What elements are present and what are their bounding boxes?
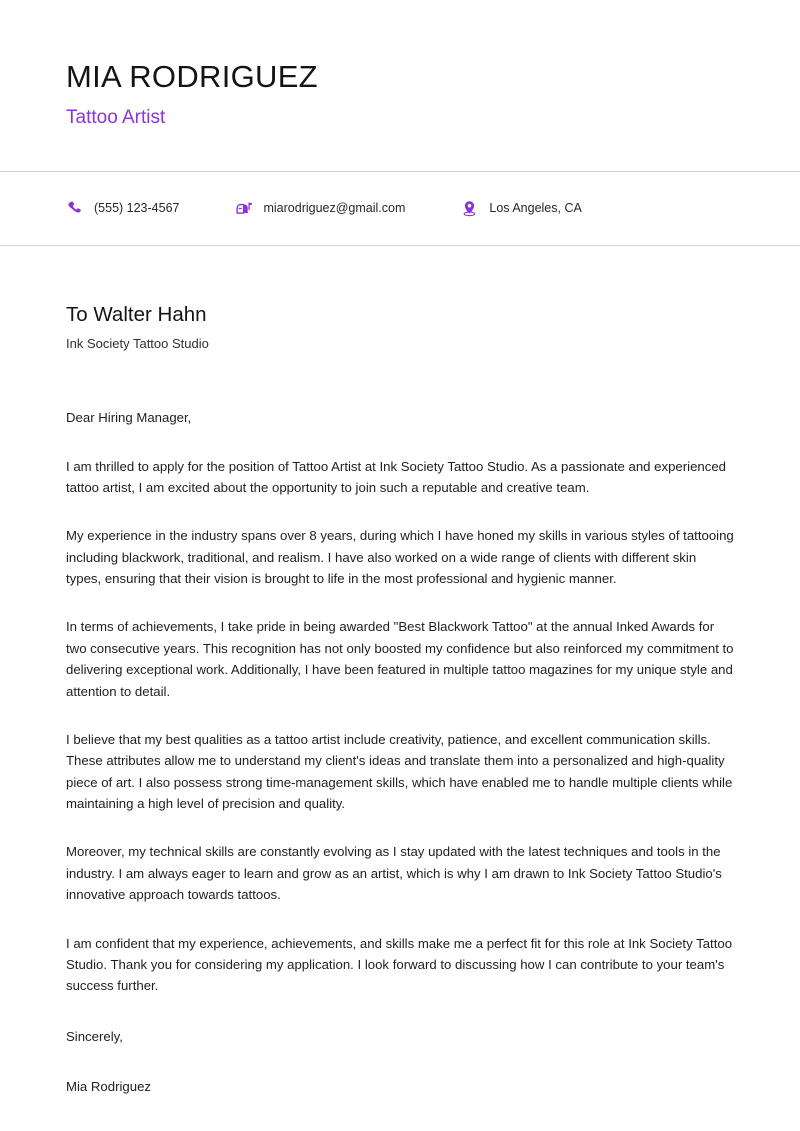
letter-paragraph: I am confident that my experience, achievements, and skills make me a perfect fit for this role at Ink Society Tattoo Studio. Thank you for considering my application. I look forward to discussing how I can contribute to your team's success further.: [66, 935, 733, 994]
letter-paragraph: I believe that my best qualities as a tattoo artist include creativity, patience, and excellent communication skills. These attributes allow me to understand my client's ideas and translate them into a personalized and high-quality piece of art. I also possess strong time-management skills, which have enabled me to handle multiple clients while maintaining a high level of precision and quality.: [66, 731, 733, 812]
recipient-company: Ink Society Tattoo Studio: [66, 336, 209, 352]
phone-icon: [66, 200, 83, 217]
contact-location-text: Los Angeles, CA: [489, 200, 582, 215]
letter-paragraph: Moreover, my technical skills are constantly evolving as I stay updated with the latest techniques and tools in the industry. I am always eager to learn and grow as an artist, which is why I am drawn to Ink Society Tattoo Studio's innovative approach towards tattoos.: [66, 844, 722, 903]
recipient-name: To Walter Hahn: [66, 302, 207, 326]
closing-line: Sincerely,: [66, 1028, 123, 1044]
letter-paragraph: In terms of achievements, I take pride in being awarded "Best Blackwork Tattoo" at the annual Inked Awards for two consecutive years. This recognition has not only boosted my confidence but also reinforced my commitment to delivering exceptional work. Additionally, I have been featured in multiple tattoo magazines for my unique style and attention to detail.: [66, 619, 734, 699]
mailbox-icon: [235, 200, 252, 217]
letter-paragraph: I am thrilled to apply for the position of Tattoo Artist at Ink Society Tattoo Studio. As a passionate and experienced tattoo artist, I am excited about the opportunity to join such a reputable and creative team.: [66, 458, 727, 495]
contact-item-phone[interactable]: [66, 200, 179, 217]
letter-paragraph: My experience in the industry spans over 8 years, during which I have honed my skills in various styles of tattooing including blackwork, traditional, and realism. I have also worked on a wide range of clients with different skin types, ensuring that their vision is brought to life in the most professional and hygienic manner.: [66, 528, 734, 587]
contact-item-email[interactable]: [235, 200, 405, 217]
divider-bottom: [0, 245, 800, 246]
location-pin-icon: [461, 200, 478, 217]
letter-body: [0, 254, 800, 1098]
contact-item-location[interactable]: [461, 200, 581, 217]
job-title: Tattoo Artist: [66, 106, 166, 128]
salutation: Dear Hiring Manager,: [66, 410, 192, 426]
contact-phone-text: (555) 123-4567: [94, 200, 180, 215]
contact-email-text: miarodriguez@gmail.com: [263, 200, 406, 215]
divider-top: [0, 171, 800, 172]
signature-name: Mia Rodriguez: [66, 1079, 152, 1095]
page-title: MIA RODRIGUEZ: [66, 59, 318, 94]
letter-header: [0, 0, 800, 130]
contact-bar: [0, 180, 800, 237]
